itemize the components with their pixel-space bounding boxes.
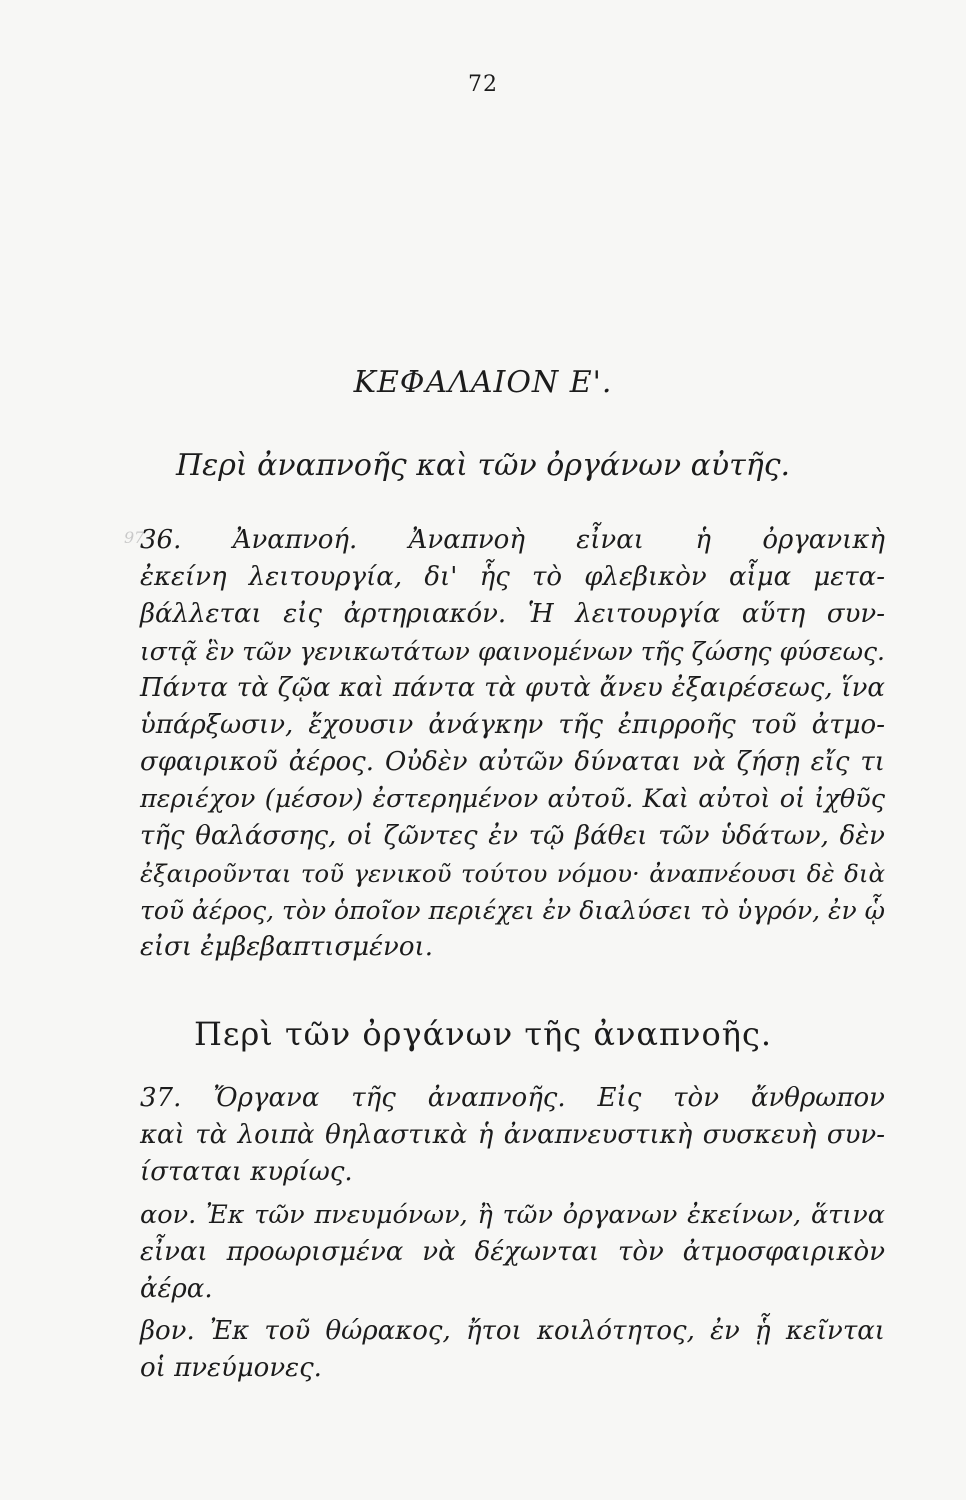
page-number: 72	[468, 72, 498, 97]
text-line: τοῦ ἀέρος, τὸν ὁποῖον περιέχει ἐν διαλύσει τὸ ὑγρόν, ἐν ᾧ	[140, 896, 885, 925]
text-line: σφαιρικοῦ ἀέρος. Οὐδὲν αὐτῶν δύναται νὰ ζήσῃ εἴς τι	[140, 747, 885, 777]
text-line: αον. Ἐκ τῶν πνευμόνων, ἢ τῶν ὀργανων ἐκείνων, ἅτινα	[140, 1200, 885, 1230]
text-line: οἱ πνεύμονες.	[140, 1353, 322, 1383]
text-line: βον. Ἐκ τοῦ θώρακος, ἤτοι κοιλότητος, ἐν ᾗ κεῖνται	[140, 1316, 885, 1346]
list-item-b	[140, 1313, 885, 1387]
chapter-title: ΚΕΦΑΛΑΙΟΝ Ε'.	[353, 365, 613, 400]
text-line: ὑπάρξωσιν, ἔχουσιν ἀνάγκην τῆς ἐπιρροῆς τοῦ ἀτμο-	[140, 710, 885, 740]
text-line: ιστᾷ ἓν τῶν γενικωτάτων φαινομένων τῆς ζώσης φύσεως.	[140, 637, 885, 666]
text-line: βάλλεται εἰς ἀρτηριακόν. Ἡ λειτουργία αὕτη συν-	[140, 599, 885, 629]
text-line: τῆς θαλάσσης, οἱ ζῶντες ἐν τῷ βάθει τῶν ὑδάτων, δὲν	[140, 821, 885, 851]
text-line: ἀέρα.	[140, 1274, 213, 1304]
text-line: Πάντα τὰ ζῷα καὶ πάντα τὰ φυτὰ ἄνευ ἐξαιρέσεως, ἵνα	[140, 673, 885, 703]
section-title-organs: Περὶ τῶν ὀργάνων τῆς ἀναπνοῆς.	[193, 1015, 773, 1053]
margin-pencil-note: 97	[124, 528, 145, 547]
list-item-a	[140, 1197, 885, 1308]
text-line: 36. Ἀναπνοή. Ἀναπνοὴ εἶναι ἡ ὀργανικὴ	[140, 525, 885, 555]
text-line: 37. Ὄργανα τῆς ἀναπνοῆς. Εἰς τὸν ἄνθρωπον	[140, 1083, 885, 1113]
text-line: καὶ τὰ λοιπὰ θηλαστικὰ ἡ ἀναπνευστικὴ συσκευὴ συν-	[140, 1120, 885, 1150]
section-title-respiration: Περὶ ἀναπνοῆς καὶ τῶν ὀργάνων αὐτῆς.	[175, 448, 791, 483]
text-line: εἰσι ἐμβεβαπτισμένοι.	[140, 932, 433, 962]
paragraph-37	[140, 1080, 885, 1191]
text-line: εἶναι προωρισμένα νὰ δέχωνται τὸν ἀτμοσφαιρικὸν	[140, 1237, 885, 1267]
text-line: ίσταται κυρίως.	[140, 1157, 353, 1187]
paragraph-36	[140, 522, 885, 966]
text-line: ἐκείνη λειτουργία, δι' ἧς τὸ φλεβικὸν αἷμα μετα-	[140, 562, 885, 592]
text-line: περιέχον (μέσον) ἐστερημένον αὐτοῦ. Καὶ αὐτοὶ οἱ ἰχθῦς	[140, 784, 885, 814]
text-line: ἐξαιροῦνται τοῦ γενικοῦ τούτου νόμου· ἀναπνέουσι δὲ διὰ	[140, 859, 885, 888]
